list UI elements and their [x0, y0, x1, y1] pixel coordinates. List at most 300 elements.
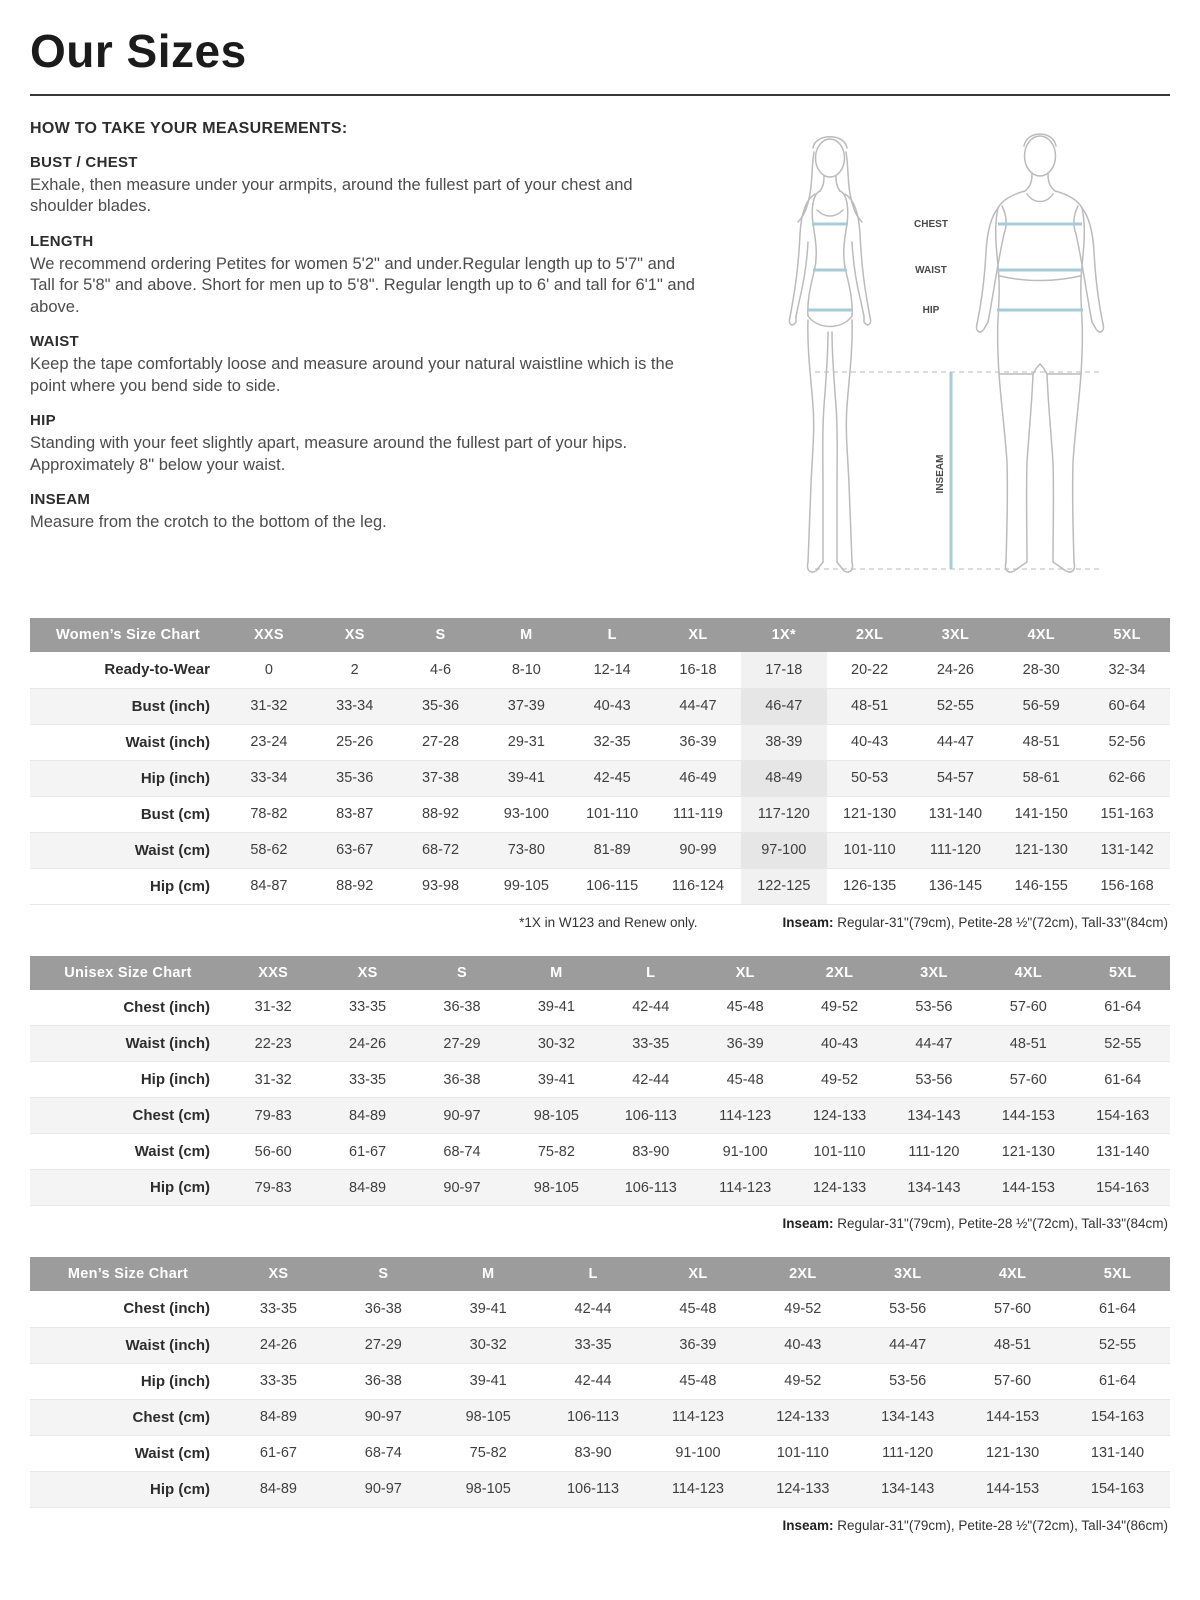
size-cell: 40-43: [593, 698, 631, 714]
instruction-title: BUST / CHEST: [30, 154, 138, 171]
womens-size-chart: [30, 618, 1170, 932]
size-column-header: 3XL: [887, 956, 981, 990]
size-cell: 56-60: [254, 1143, 292, 1160]
size-cell: 106-115: [586, 878, 639, 894]
instruction-body: Keep the tape comfortably loose and measure around your natural waistline which is the point where you bend side to side.: [30, 355, 674, 395]
size-cell: 49-52: [784, 1300, 822, 1317]
size-cell: 62-66: [1108, 770, 1146, 786]
size-cell: 90-97: [364, 1409, 402, 1425]
size-cell: 40-43: [784, 1337, 822, 1353]
size-cell: 97-100: [741, 832, 827, 868]
size-cell: 121-130: [842, 806, 897, 822]
row-label: Bust (cm): [140, 805, 210, 823]
size-cell: 61-64: [1098, 1373, 1137, 1389]
size-column-header: XS: [312, 618, 398, 652]
size-cell: 90-97: [443, 1107, 481, 1124]
body-figures-illustration: [755, 124, 1135, 594]
size-cell: 22-23: [254, 1035, 292, 1052]
size-cell: 91-100: [675, 1445, 721, 1461]
size-cell: 42-45: [593, 770, 631, 786]
size-cell: 53-56: [915, 999, 953, 1016]
size-cell: 114-123: [719, 1179, 772, 1196]
size-cell: 44-47: [936, 734, 974, 750]
size-cell: 151-163: [1100, 806, 1154, 822]
size-cell: 136-145: [928, 878, 983, 894]
table-footnote: [30, 1508, 1170, 1535]
instruction-bust-chest: [30, 154, 696, 218]
row-label: Hip (inch): [140, 769, 210, 787]
size-cell: 90-99: [679, 842, 717, 858]
size-cell: 144-153: [1001, 1179, 1055, 1196]
row-label: Ready-to-Wear: [104, 661, 210, 679]
measurements-section: [30, 120, 1170, 594]
size-column-header: S: [331, 1257, 436, 1291]
size-cell: 131-140: [1090, 1445, 1145, 1461]
size-cell: 111-119: [672, 806, 723, 822]
size-cell: 79-83: [254, 1107, 292, 1124]
unisex-size-chart-table: [30, 956, 1170, 1207]
size-cell: 134-143: [881, 1481, 935, 1497]
instruction-title: INSEAM: [30, 490, 91, 508]
row-label: Waist (inch): [125, 733, 210, 751]
size-column-header: S: [415, 956, 509, 990]
size-cell: 53-56: [915, 1071, 953, 1088]
size-cell: 88-92: [421, 806, 460, 822]
instruction-title: HIP: [30, 412, 56, 430]
size-cell: 61-64: [1104, 999, 1142, 1016]
size-cell: 31-32: [254, 1071, 292, 1088]
size-cell: 84-89: [259, 1409, 297, 1425]
row-label: Hip (cm): [150, 877, 210, 895]
table-row: [30, 1471, 1170, 1507]
size-cell: 45-48: [726, 1071, 764, 1088]
table-row: [30, 832, 1170, 868]
size-cell: 33-35: [574, 1337, 612, 1353]
row-label: Chest (cm): [132, 1408, 210, 1426]
size-cell: 131-142: [1100, 842, 1154, 858]
instruction-title: WAIST: [30, 333, 79, 351]
size-cell: 75-82: [537, 1143, 575, 1160]
size-cell: 33-34: [336, 698, 374, 714]
waist-diagram-label: WAIST: [915, 265, 947, 276]
size-cell: 56-59: [1022, 698, 1060, 714]
size-cell: 154-163: [1096, 1107, 1150, 1124]
size-cell: 99-105: [503, 878, 549, 894]
mens-size-chart-table: [30, 1257, 1170, 1508]
size-column-header: XL: [655, 618, 741, 652]
size-cell: 84-87: [250, 878, 288, 894]
size-cell: 50-53: [851, 770, 889, 786]
size-cell: 106-113: [566, 1481, 620, 1497]
hip-diagram-label: HIP: [922, 305, 940, 316]
size-cell: 33-35: [632, 1035, 670, 1052]
size-cell: 39-41: [537, 999, 575, 1016]
size-cell: 29-31: [507, 734, 545, 750]
size-cell: 68-74: [364, 1445, 402, 1461]
size-cell: 61-67: [259, 1445, 297, 1461]
row-label: Hip (cm): [150, 1179, 210, 1196]
size-cell: 36-39: [679, 1337, 717, 1353]
size-cell: 84-89: [349, 1179, 387, 1196]
instruction-title: LENGTH: [30, 232, 94, 250]
size-column-header: 2XL: [750, 1257, 855, 1291]
size-cell: 111-120: [908, 1143, 960, 1160]
size-column-header: XS: [226, 1257, 331, 1291]
size-cell: 79-83: [254, 1179, 292, 1196]
size-cell: 83-90: [632, 1143, 670, 1160]
size-column-header: M: [509, 956, 603, 990]
instruction-body: Exhale, then measure under your armpits, around the fullest part of your chest and shoulder blades.: [30, 176, 633, 216]
size-column-header: 5XL: [1065, 1257, 1170, 1291]
size-cell: 48-51: [1009, 1035, 1047, 1052]
size-cell: 93-98: [421, 878, 460, 894]
size-column-header: 2XL: [827, 618, 913, 652]
size-cell: 154-163: [1096, 1179, 1150, 1196]
size-cell: 52-56: [1108, 734, 1146, 750]
unisex-size-chart: [30, 956, 1170, 1234]
size-cell: 33-35: [349, 999, 387, 1016]
inseam-diagram-label: INSEAM: [935, 454, 946, 494]
size-cell: 35-36: [421, 698, 460, 714]
size-cell: 53-56: [889, 1373, 927, 1389]
size-cell: 24-26: [936, 661, 974, 678]
inseam-footnote-label: Inseam:: [782, 1517, 834, 1533]
table-footnote: [30, 1206, 1170, 1233]
size-cell: 36-38: [364, 1373, 402, 1389]
size-cell: 78-82: [250, 806, 288, 822]
size-cell: 53-56: [889, 1300, 927, 1317]
row-label: Waist (cm): [134, 1143, 210, 1160]
row-label: Hip (inch): [140, 1372, 210, 1390]
size-cell: 27-28: [421, 734, 460, 750]
size-cell: 68-72: [421, 842, 460, 858]
size-cell: 48-51: [851, 698, 889, 714]
row-label: Chest (inch): [123, 998, 210, 1016]
size-cell: 91-100: [722, 1143, 768, 1160]
size-cell: 36-39: [726, 1035, 764, 1052]
size-cell: 98-105: [533, 1107, 579, 1124]
size-cell: 30-32: [537, 1035, 575, 1052]
size-cell: 27-29: [364, 1337, 402, 1353]
size-cell: 68-74: [443, 1143, 481, 1160]
size-cell: 98-105: [533, 1179, 579, 1196]
size-cell: 33-34: [250, 770, 288, 786]
size-cell: 39-41: [507, 770, 545, 786]
size-cell: 24-26: [349, 1035, 387, 1052]
size-cell: 37-39: [507, 698, 545, 714]
size-column-header: L: [604, 956, 698, 990]
size-cell: 49-52: [784, 1373, 822, 1389]
size-cell: 8-10: [511, 661, 541, 678]
size-cell: 36-39: [679, 734, 717, 750]
size-cell: 124-133: [776, 1481, 830, 1497]
size-column-header: L: [541, 1257, 646, 1291]
size-cell: 61-64: [1104, 1071, 1142, 1088]
size-cell: 17-18: [741, 652, 827, 688]
size-tables: [30, 618, 1170, 1535]
mens-size-chart: [30, 1257, 1170, 1535]
header-row: [30, 1257, 1170, 1291]
row-label: Waist (cm): [134, 841, 210, 859]
size-cell: 58-62: [250, 842, 288, 858]
instruction-hip: [30, 412, 696, 476]
size-column-header: XS: [320, 956, 414, 990]
size-cell: 27-29: [443, 1035, 481, 1052]
table-footnote: [30, 905, 1170, 932]
table-row: [30, 1098, 1170, 1134]
size-cell: 54-57: [936, 770, 974, 786]
instruction-inseam: [30, 491, 696, 533]
size-cell: 44-47: [889, 1337, 927, 1353]
table-row: [30, 1026, 1170, 1062]
row-label: Hip (cm): [150, 1480, 210, 1498]
inseam-footnote-label: Inseam:: [782, 914, 834, 930]
size-cell: 33-35: [259, 1373, 297, 1389]
size-cell: 24-26: [259, 1337, 297, 1353]
footnote-note: *1X in W123 and Renew only.: [519, 914, 698, 930]
table-row: [30, 1435, 1170, 1471]
header-row: [30, 618, 1170, 652]
size-cell: 124-133: [812, 1179, 867, 1196]
size-column-header: 5XL: [1084, 618, 1170, 652]
size-cell: 124-133: [812, 1107, 867, 1124]
row-label: Chest (inch): [123, 1300, 210, 1318]
size-cell: 121-130: [1014, 842, 1068, 858]
page-title: Our Sizes: [30, 25, 247, 77]
table-row: [30, 1291, 1170, 1327]
row-label: Waist (cm): [134, 1444, 210, 1462]
size-cell: 57-60: [994, 1373, 1032, 1389]
size-cell: 42-44: [632, 1071, 670, 1088]
table-row: [30, 1399, 1170, 1435]
size-cell: 52-55: [936, 698, 974, 714]
size-cell: 42-44: [574, 1300, 612, 1317]
size-cell: 48-51: [994, 1337, 1032, 1353]
size-cell: 154-163: [1090, 1481, 1145, 1497]
size-cell: 144-153: [985, 1409, 1040, 1425]
row-label: Hip (inch): [140, 1071, 210, 1088]
size-cell: 35-36: [336, 770, 374, 786]
size-column-header: 3XL: [855, 1257, 960, 1291]
size-cell: 20-22: [851, 661, 889, 678]
row-label: Chest (cm): [132, 1107, 210, 1124]
instruction-waist: [30, 333, 696, 397]
size-cell: 44-47: [679, 698, 717, 714]
table-row: [30, 868, 1170, 904]
inseam-footnote-label: Inseam:: [782, 1216, 834, 1231]
instruction-length: [30, 233, 696, 318]
size-cell: 46-49: [679, 770, 717, 786]
table-row: [30, 652, 1170, 688]
size-cell: 32-34: [1108, 661, 1146, 678]
size-cell: 61-67: [349, 1143, 387, 1160]
size-cell: 2: [350, 661, 359, 678]
size-cell: 39-41: [469, 1373, 507, 1389]
size-column-header: 2XL: [792, 956, 886, 990]
size-cell: 101-110: [843, 842, 896, 858]
size-column-header: 4XL: [960, 1257, 1065, 1291]
size-cell: 93-100: [503, 806, 549, 822]
size-cell: 98-105: [465, 1409, 511, 1425]
size-cell: 37-38: [421, 770, 460, 786]
size-cell: 111-120: [882, 1445, 934, 1461]
size-column-header: M: [436, 1257, 541, 1291]
instruction-body: Standing with your feet slightly apart, measure around the fullest part of your hips. Approximately 8" below your waist.: [30, 434, 628, 474]
size-column-header: M: [483, 618, 569, 652]
table-title: Women’s Size Chart: [30, 618, 226, 652]
size-cell: 42-44: [632, 999, 670, 1016]
size-cell: 57-60: [994, 1300, 1032, 1317]
table-row: [30, 688, 1170, 724]
size-cell: 4-6: [430, 661, 452, 678]
size-cell: 83-90: [574, 1445, 612, 1461]
size-cell: 134-143: [881, 1409, 935, 1425]
table-title: Men’s Size Chart: [30, 1257, 226, 1291]
size-cell: 106-113: [624, 1107, 677, 1124]
size-cell: 73-80: [507, 842, 545, 858]
inseam-guides: [815, 372, 1103, 569]
table-row: [30, 1327, 1170, 1363]
size-cell: 114-123: [719, 1107, 772, 1124]
size-cell: 156-168: [1100, 878, 1154, 894]
chest-diagram-label: CHEST: [914, 219, 948, 230]
size-cell: 114-123: [671, 1481, 724, 1497]
instructions-heading: HOW TO TAKE YOUR MEASUREMENTS:: [30, 120, 348, 137]
header-row: [30, 956, 1170, 990]
size-column-header: XL: [698, 956, 792, 990]
size-cell: 60-64: [1108, 698, 1146, 714]
row-label: Waist (inch): [125, 1336, 210, 1354]
size-column-header: 1X*: [741, 618, 827, 652]
row-label: Bust (inch): [131, 697, 210, 715]
size-cell: 52-55: [1104, 1035, 1142, 1052]
size-cell: 88-92: [336, 878, 374, 894]
size-column-header: 5XL: [1076, 956, 1170, 990]
size-cell: 81-89: [593, 842, 631, 858]
size-cell: 46-47: [741, 688, 827, 724]
size-cell: 144-153: [985, 1481, 1040, 1497]
title-divider: [30, 94, 1170, 96]
size-cell: 45-48: [726, 999, 764, 1016]
size-cell: 45-48: [679, 1300, 717, 1317]
size-cell: 141-150: [1014, 806, 1068, 822]
size-cell: 84-89: [349, 1107, 387, 1124]
size-cell: 30-32: [469, 1337, 507, 1353]
size-cell: 31-32: [250, 698, 288, 714]
size-cell: 49-52: [820, 999, 859, 1016]
size-cell: 45-48: [679, 1373, 717, 1389]
size-cell: 114-123: [671, 1409, 724, 1425]
size-cell: 23-24: [250, 734, 288, 750]
size-cell: 58-61: [1022, 770, 1060, 786]
size-column-header: 4XL: [998, 618, 1084, 652]
size-cell: 31-32: [254, 999, 292, 1016]
table-row: [30, 796, 1170, 832]
table-row: [30, 1363, 1170, 1399]
size-cell: 101-110: [776, 1445, 829, 1461]
size-cell: 117-120: [741, 796, 827, 832]
instruction-list: [30, 154, 696, 533]
size-column-header: S: [398, 618, 484, 652]
size-column-header: 4XL: [981, 956, 1075, 990]
figure-outlines: [789, 134, 1103, 572]
table-row: [30, 1170, 1170, 1206]
size-cell: 131-140: [1096, 1143, 1150, 1160]
inseam-footnote: Inseam: Regular-31"(79cm), Petite-28 ½"(72cm), Tall-33"(84cm): [782, 1216, 1168, 1231]
size-cell: 44-47: [915, 1035, 953, 1052]
table-row: [30, 990, 1170, 1026]
table-row: [30, 724, 1170, 760]
size-column-header: XL: [646, 1257, 751, 1291]
table-row: [30, 1134, 1170, 1170]
size-column-header: 3XL: [913, 618, 999, 652]
size-cell: 101-110: [586, 806, 639, 822]
inseam-footnote: Inseam: Regular-31"(79cm), Petite-28 ½"(72cm), Tall-34"(86cm): [782, 1517, 1168, 1533]
instruction-body: We recommend ordering Petites for women 5'2" and under.Regular length up to 5'7" and Tall for 5'8" and above. Short for men up to 5'8". Regular length up to 6' and tall for 6'1" and above.: [30, 254, 695, 316]
size-cell: 116-124: [671, 878, 725, 894]
size-cell: 28-30: [1022, 661, 1060, 678]
size-cell: 84-89: [259, 1481, 297, 1497]
size-cell: 134-143: [907, 1179, 961, 1196]
size-column-header: XXS: [226, 956, 320, 990]
size-cell: 63-67: [336, 842, 374, 858]
size-column-header: XXS: [226, 618, 312, 652]
size-cell: 126-135: [842, 878, 897, 894]
size-cell: 40-43: [820, 1035, 859, 1052]
size-cell: 106-113: [624, 1179, 677, 1196]
row-label: Waist (inch): [125, 1035, 210, 1052]
size-cell: 144-153: [1001, 1107, 1055, 1124]
womens-size-chart-table: [30, 618, 1170, 905]
size-cell: 36-38: [364, 1300, 402, 1317]
size-cell: 36-38: [443, 1071, 481, 1088]
size-cell: 40-43: [851, 734, 889, 750]
measurement-diagram: [720, 120, 1170, 594]
size-cell: 57-60: [1009, 1071, 1047, 1088]
size-cell: 39-41: [469, 1300, 507, 1317]
size-cell: 52-55: [1098, 1337, 1137, 1353]
size-cell: 154-163: [1090, 1409, 1145, 1425]
size-cell: 122-125: [741, 868, 827, 904]
size-cell: 48-49: [741, 760, 827, 796]
size-cell: 38-39: [741, 724, 827, 760]
size-cell: 49-52: [820, 1071, 859, 1088]
size-cell: 90-97: [364, 1481, 402, 1497]
size-cell: 16-18: [679, 661, 717, 678]
inseam-footnote: Inseam: Regular-31"(79cm), Petite-28 ½"(72cm), Tall-33"(84cm): [782, 914, 1168, 930]
size-column-header: L: [569, 618, 655, 652]
size-cell: 134-143: [907, 1107, 961, 1124]
size-cell: 98-105: [465, 1481, 511, 1497]
size-cell: 131-140: [928, 806, 983, 822]
size-cell: 33-35: [259, 1300, 297, 1317]
size-cell: 61-64: [1098, 1300, 1137, 1317]
size-cell: 12-14: [593, 661, 631, 678]
size-cell: 48-51: [1022, 734, 1060, 750]
size-cell: 111-120: [929, 842, 981, 858]
table-title: Unisex Size Chart: [30, 956, 226, 990]
size-cell: 57-60: [1009, 999, 1047, 1016]
table-row: [30, 760, 1170, 796]
table-row: [30, 1062, 1170, 1098]
size-cell: 36-38: [443, 999, 481, 1016]
size-cell: 75-82: [469, 1445, 507, 1461]
measurement-instructions: [30, 120, 720, 548]
size-cell: 146-155: [1014, 878, 1068, 894]
size-cell: 101-110: [813, 1143, 866, 1160]
size-cell: 39-41: [537, 1071, 575, 1088]
size-cell: 124-133: [776, 1409, 830, 1425]
